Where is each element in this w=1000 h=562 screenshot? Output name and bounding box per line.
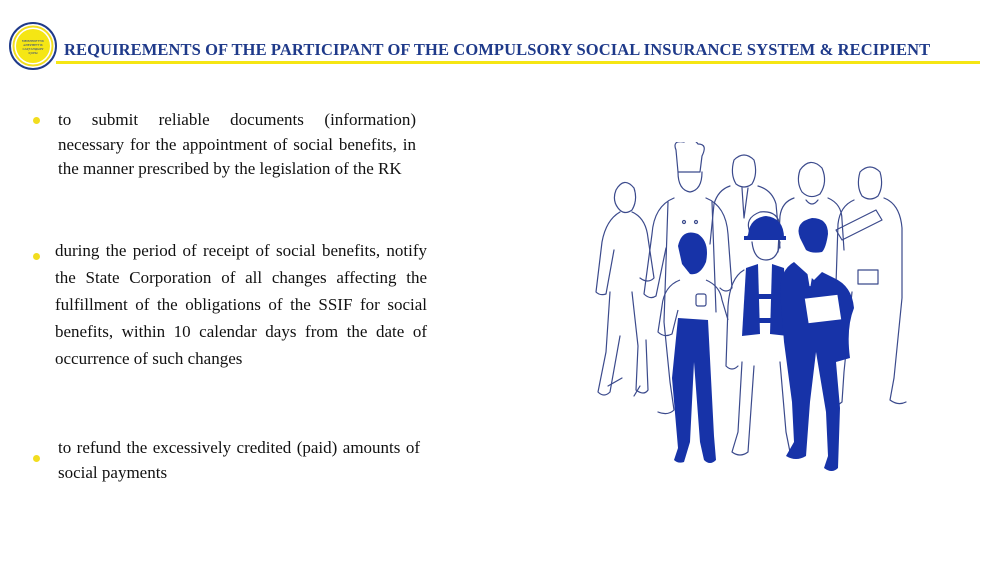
svg-text:ҚОРЫ: ҚОРЫ <box>28 51 38 55</box>
svg-text:ӘЛЕУМЕТТІК: ӘЛЕУМЕТТІК <box>23 43 43 47</box>
bullet-icon <box>33 253 40 260</box>
businessman-blue-figure <box>780 218 854 471</box>
svg-text:САҚТАНДЫРУ: САҚТАНДЫРУ <box>22 47 44 51</box>
fund-logo <box>9 22 57 70</box>
group-of-professionals-illustration <box>592 142 910 487</box>
requirement-item: to submit reliable documents (information) necessary for the appointment of social benefits, in the manner prescribed by the legislation of the RK <box>58 110 416 178</box>
woman-outline-figure <box>596 182 654 396</box>
svg-text:МЕМЛЕКЕТТІК: МЕМЛЕКЕТТІК <box>22 39 44 43</box>
title-underline <box>56 61 980 64</box>
requirement-item: during the period of receipt of social benefits, notify the State Corporation of all changes affecting the fulfillment of the obligations of the SSIF for social benefits, within 10 calendar days from the date of occurrence of such changes <box>55 241 427 368</box>
businesswoman-blue-figure <box>658 233 728 464</box>
page-title: REQUIREMENTS OF THE PARTICIPANT OF THE COMPULSORY SOCIAL INSURANCE SYSTEM & RECIPIENT <box>64 40 931 59</box>
bullet-icon <box>33 117 40 124</box>
bullet-icon <box>33 455 40 462</box>
requirement-item: to refund the excessively credited (paid) amounts of social payments <box>58 438 420 482</box>
